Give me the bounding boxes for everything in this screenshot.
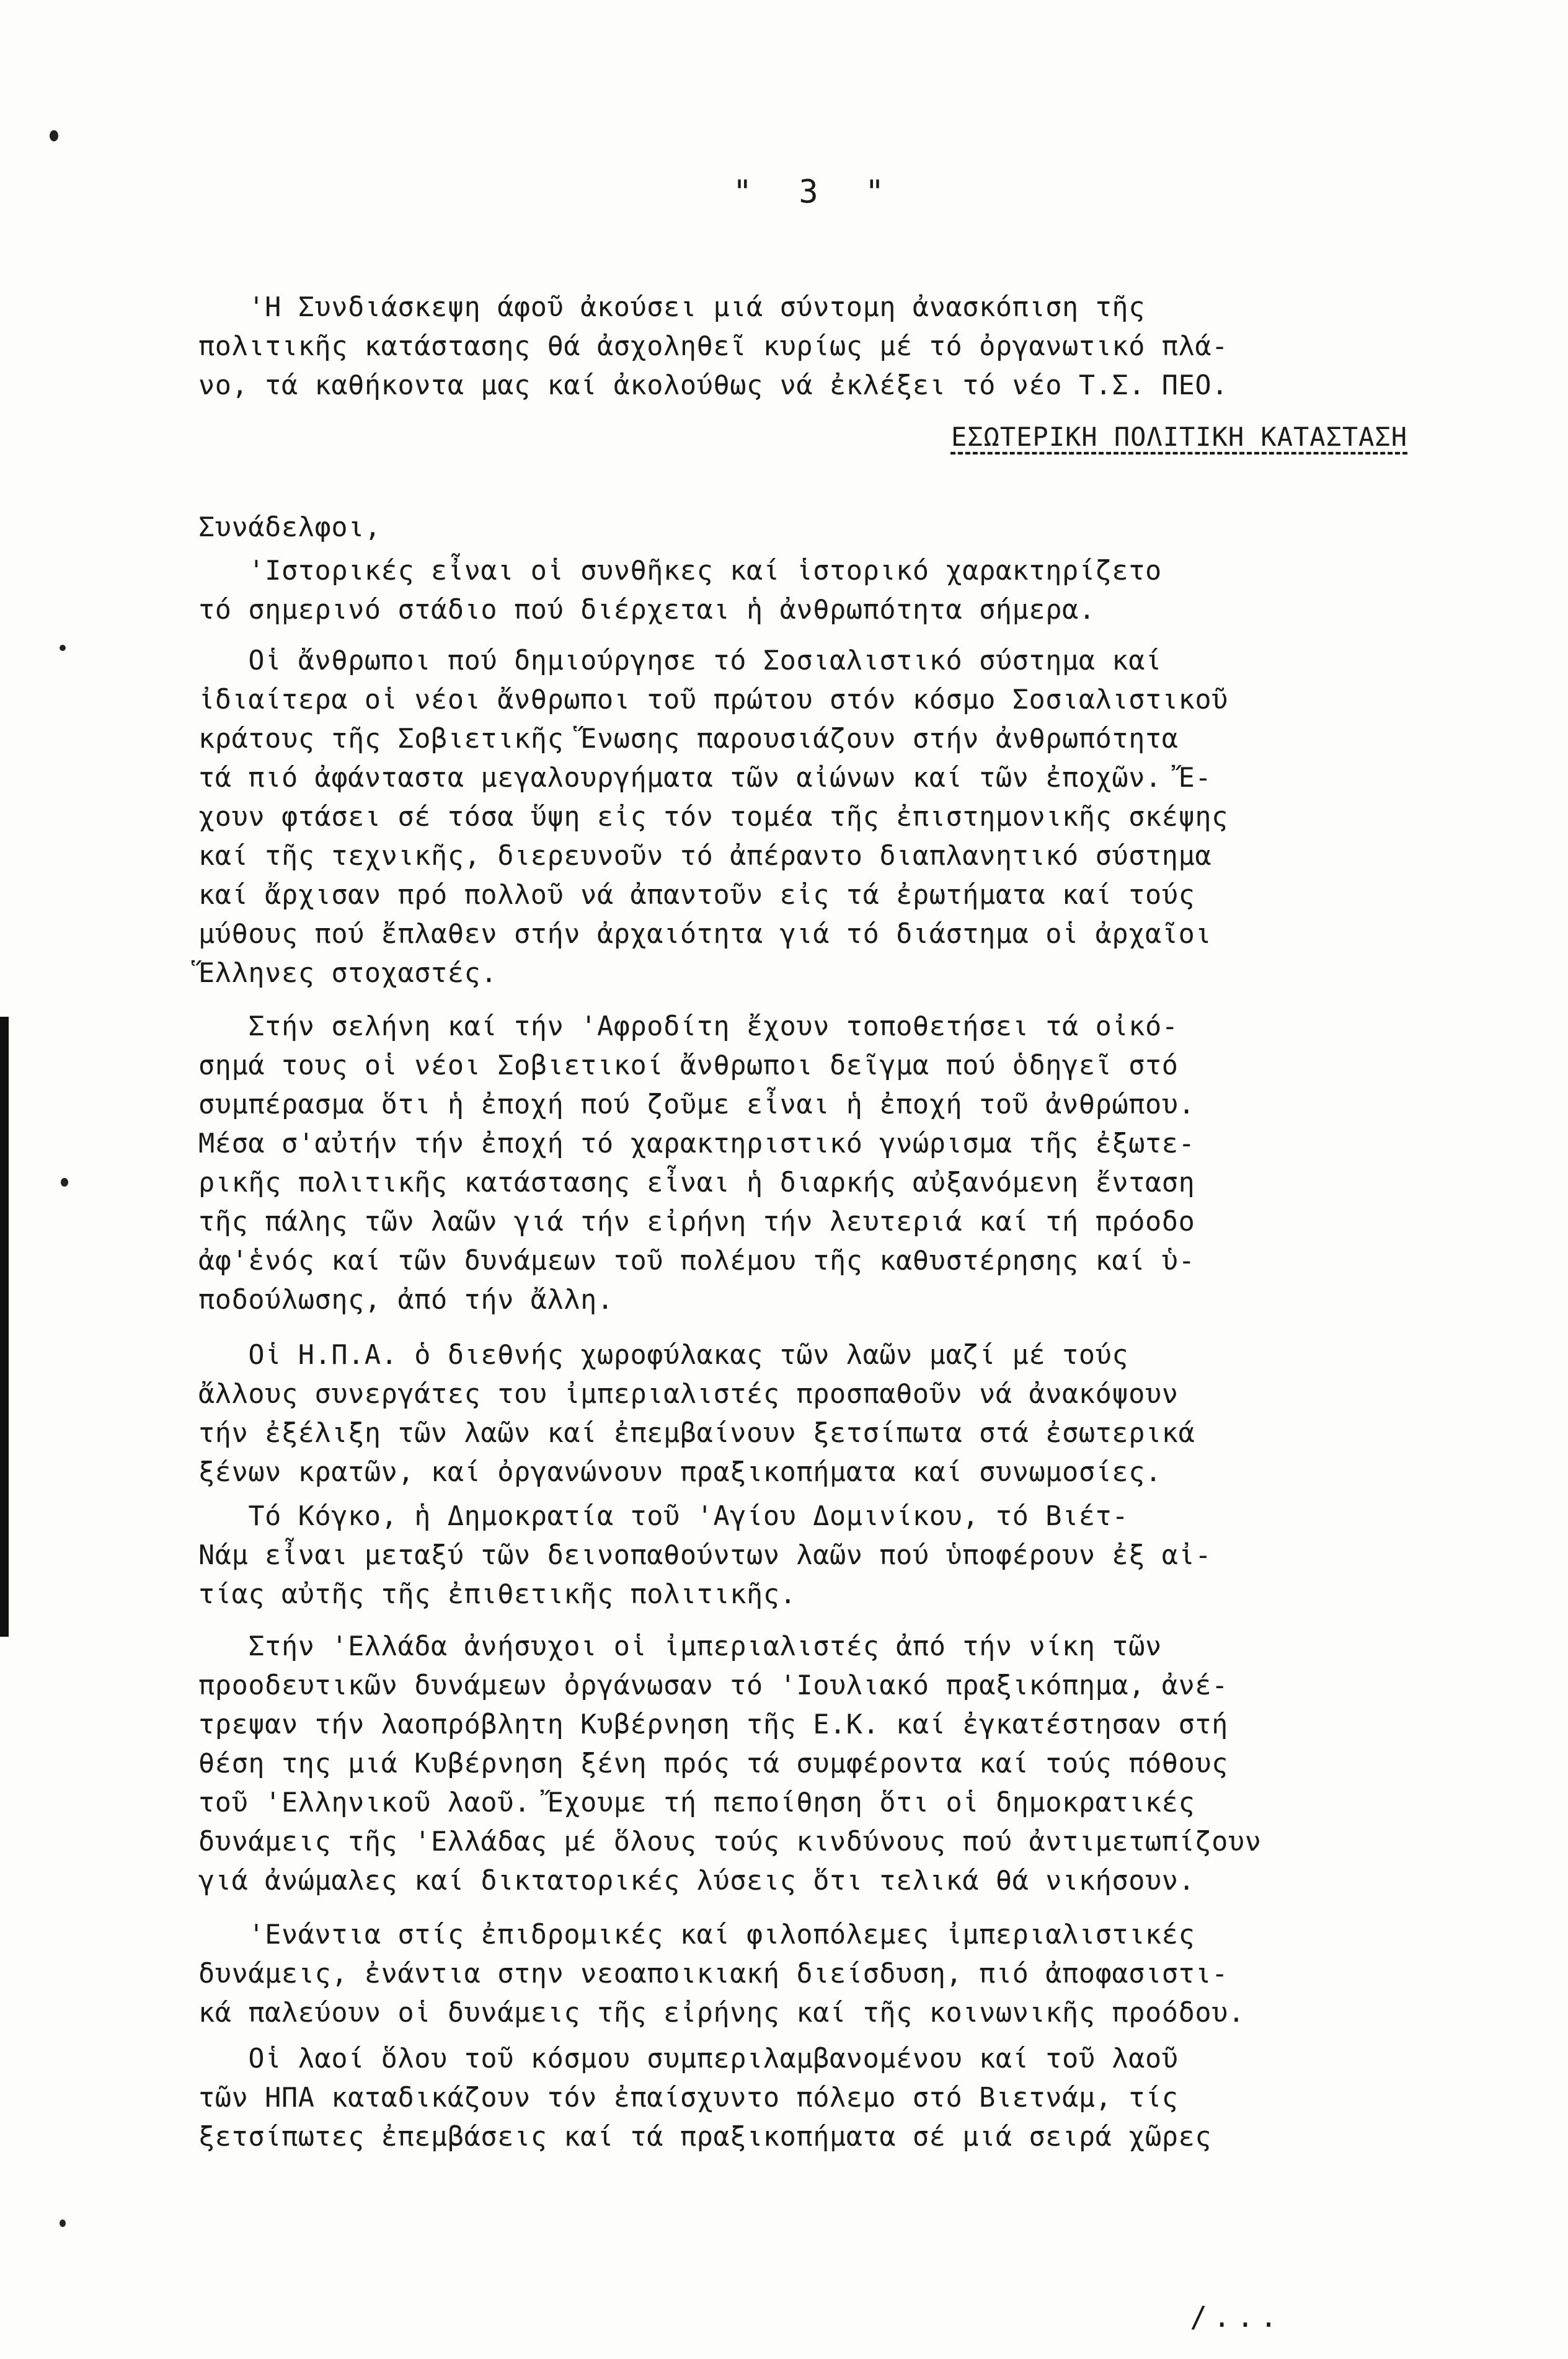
text-line: ξένων κρατῶν, καί ὀργανώνουν πραξικοπήματα καί συνωμοσίες. [198,1457,1162,1488]
text-line: συμπέρασμα ὅτι ἡ ἐποχή πού ζοῦμε εἶναι ἡ ἐποχή τοῦ ἀνθρώπου. [198,1089,1195,1120]
text-line: τίας αὐτῆς τῆς ἐπιθετικῆς πολιτικῆς. [198,1579,797,1610]
text-line: γιά ἀνώμαλες καί δικτατορικές λύσεις ὅτι τελικά θά νικήσουν. [198,1866,1195,1896]
text-line: Νάμ εἶναι μεταξύ τῶν δεινοπαθούντων λαῶν πού ὑποφέρουν ἐξ αἰ- [198,1540,1212,1571]
text-line: καί τῆς τεχνικῆς, διερευνοῦν τό ἀπέραντο διαπλανητικό σύστημα [198,841,1212,872]
text-line: δυνάμεις τῆς 'Ελλάδας μέ ὅλους τούς κινδύνους πού ἀντιμετωπίζουν [198,1826,1262,1857]
text-line: τήν ἐξέλιξη τῶν λαῶν καί ἐπεμβαίνουν ξετσίπωτα στά ἐσωτερικά [198,1418,1195,1449]
paragraph-5 [198,1497,1432,1614]
text-line: Στήν σελήνη καί τήν 'Αφροδίτη ἔχουν τοποθετήσει τά οἰκό- [198,1011,1179,1042]
scan-edge-shadow [0,1017,9,1637]
text-line: νο, τά καθήκοντα μας καί ἀκολούθως νά ἐκλέξει τό νέο Τ.Σ. ΠΕΟ. [198,370,1228,401]
paragraph-2 [198,642,1432,993]
text-line: ποδούλωσης, ἀπό τήν ἄλλη. [198,1285,614,1316]
section-heading: ΕΣΩΤΕΡΙΚΗ ΠΟΛΙΤΙΚΗ ΚΑΤΑΣΤΑΣΗ [950,422,1407,452]
text-line: θέση της μιά Κυβέρνηση ξένη πρός τά συμφέροντα καί τούς πόθους [198,1748,1228,1779]
paragraph-6 [198,1627,1432,1901]
text-line: ἄλλους συνεργάτες του ἰμπεριαλιστές προσπαθοῦν νά ἀνακόψουν [198,1379,1179,1410]
text-line: ξετσίπωτες ἐπεμβάσεις καί τά πραξικοπήματα σέ μιά σειρά χῶρες [198,2122,1212,2153]
scan-speck [50,130,58,141]
scan-speck [60,2220,66,2227]
text-line: τά πιό ἀφάνταστα μεγαλουργήματα τῶν αἰώνων καί τῶν ἐποχῶν. Ἔ- [198,763,1212,794]
text-line: μύθους πού ἔπλαθεν στήν ἀρχαιότητα γιά τό διάστημα οἱ ἀρχαῖοι [198,919,1212,950]
text-line: Τό Κόγκο, ἡ Δημοκρατία τοῦ 'Αγίου Δομινίκου, τό Βιέτ- [198,1501,1129,1532]
text-line: Οἱ Η.Π.Α. ὁ διεθνής χωροφύλακας τῶν λαῶν μαζί μέ τούς [198,1340,1129,1371]
text-line: τῶν ΗΠΑ καταδικάζουν τόν ἐπαίσχυντο πόλεμο στό Βιετνάμ, τίς [198,2082,1179,2113]
text-line: τρεψαν τήν λαοπρόβλητη Κυβέρνηση τῆς Ε.Κ. καί ἐγκατέστησαν στή [198,1709,1228,1740]
text-line: προοδευτικῶν δυνάμεων ὀργάνωσαν τό 'Ιουλιακό πραξικόπημα, ἀνέ- [198,1670,1228,1701]
text-line: ἀφ'ἑνός καί τῶν δυνάμεων τοῦ πολέμου τῆς καθυστέρησης καί ὑ- [198,1246,1195,1277]
text-line: 'Ενάντια στίς ἐπιδρομικές καί φιλοπόλεμες ἰμπεριαλιστικές [198,1919,1195,1950]
text-line: 'Η Συνδιάσκεψη άφοῦ ἀκούσει μιά σύντομη ἀνασκόπιση τῆς [198,292,1145,323]
paragraph-4 [198,1336,1432,1492]
text-line: Οἱ λαοί ὅλου τοῦ κόσμου συμπεριλαμβανομένου καί τοῦ λαοῦ [198,2043,1179,2074]
text-line: πολιτικῆς κατάστασης θά ἀσχοληθεῖ κυρίως μέ τό ὀργανωτικό πλά- [198,331,1228,362]
text-line: τῆς πάλης τῶν λαῶν γιά τήν εἰρήνη τήν λευτεριά καί τή πρόοδο [198,1206,1195,1237]
text-line: σημά τους οἱ νέοι Σοβιετικοί ἄνθρωποι δεῖγμα πού ὁδηγεῖ στό [198,1050,1179,1081]
text-line: Οἱ ἄνθρωποι πού δημιούργησε τό Σοσιαλιστικό σύστημα καί [198,645,1162,676]
text-line: ἰδιαίτερα οἱ νέοι ἄνθρωποι τοῦ πρώτου στόν κόσμο Σοσιαλιστικοῦ [198,684,1228,715]
text-line: Μέσα σ'αὐτήν τήν ἐποχή τό χαρακτηριστικό γνώρισμα τῆς ἐξωτε- [198,1128,1195,1159]
intro-paragraph [198,288,1432,405]
continuation-mark: /... [1190,2300,1283,2334]
text-line: Ἕλληνες στοχαστές. [198,958,498,989]
text-line: καί ἄρχισαν πρό πολλοῦ νά ἀπαντοῦν εἰς τά ἐρωτήματα καί τούς [198,880,1195,911]
text-line: κά παλεύουν οἱ δυνάμεις τῆς εἰρήνης καί τῆς κοινωνικῆς προόδου. [198,1998,1245,2029]
text-line: τό σημερινό στάδιο πού διέρχεται ἡ ἀνθρωπότητα σήμερα. [198,595,1096,626]
text-line: 'Ιστορικές εἶναι οἱ συνθῆκες καί ἱστορικό χαρακτηρίζετο [198,555,1162,586]
document-page [198,174,1432,2334]
paragraph-7 [198,1916,1432,2033]
salutation [198,508,1432,547]
scan-speck [60,645,66,651]
text-line: δυνάμεις, ἐνάντια στην νεοαποικιακή διείσδυση, πιό ἀποφασιστι- [198,1958,1228,1989]
text-line: χουν φτάσει σέ τόσα ὕψη εἰς τόν τομέα τῆς ἐπιστημονικῆς σκέψης [198,802,1228,833]
paragraph-3 [198,1007,1432,1320]
text-line: τοῦ 'Ελληνικοῦ λαοῦ. Ἔχουμε τή πεποίθηση ὅτι οἱ δημοκρατικές [198,1787,1195,1818]
text-line: Στήν 'Ελλάδα ἀνήσυχοι οἱ ἰμπεριαλιστές ἀπό τήν νίκη τῶν [198,1631,1162,1662]
paragraph-1 [198,552,1432,630]
scan-speck [61,1178,68,1187]
salutation-text: Συνάδελφοι, [198,512,381,543]
text-line: κράτους τῆς Σοβιετικῆς Ἕνωσης παρουσιάζουν στήν ἀνθρωπότητα [198,724,1179,755]
text-line: ρικῆς πολιτικῆς κατάστασης εἶναι ἡ διαρκής αὐξανόμενη ἔνταση [198,1167,1195,1198]
page-number: " 3 " [732,174,898,211]
paragraph-8 [198,2040,1432,2157]
